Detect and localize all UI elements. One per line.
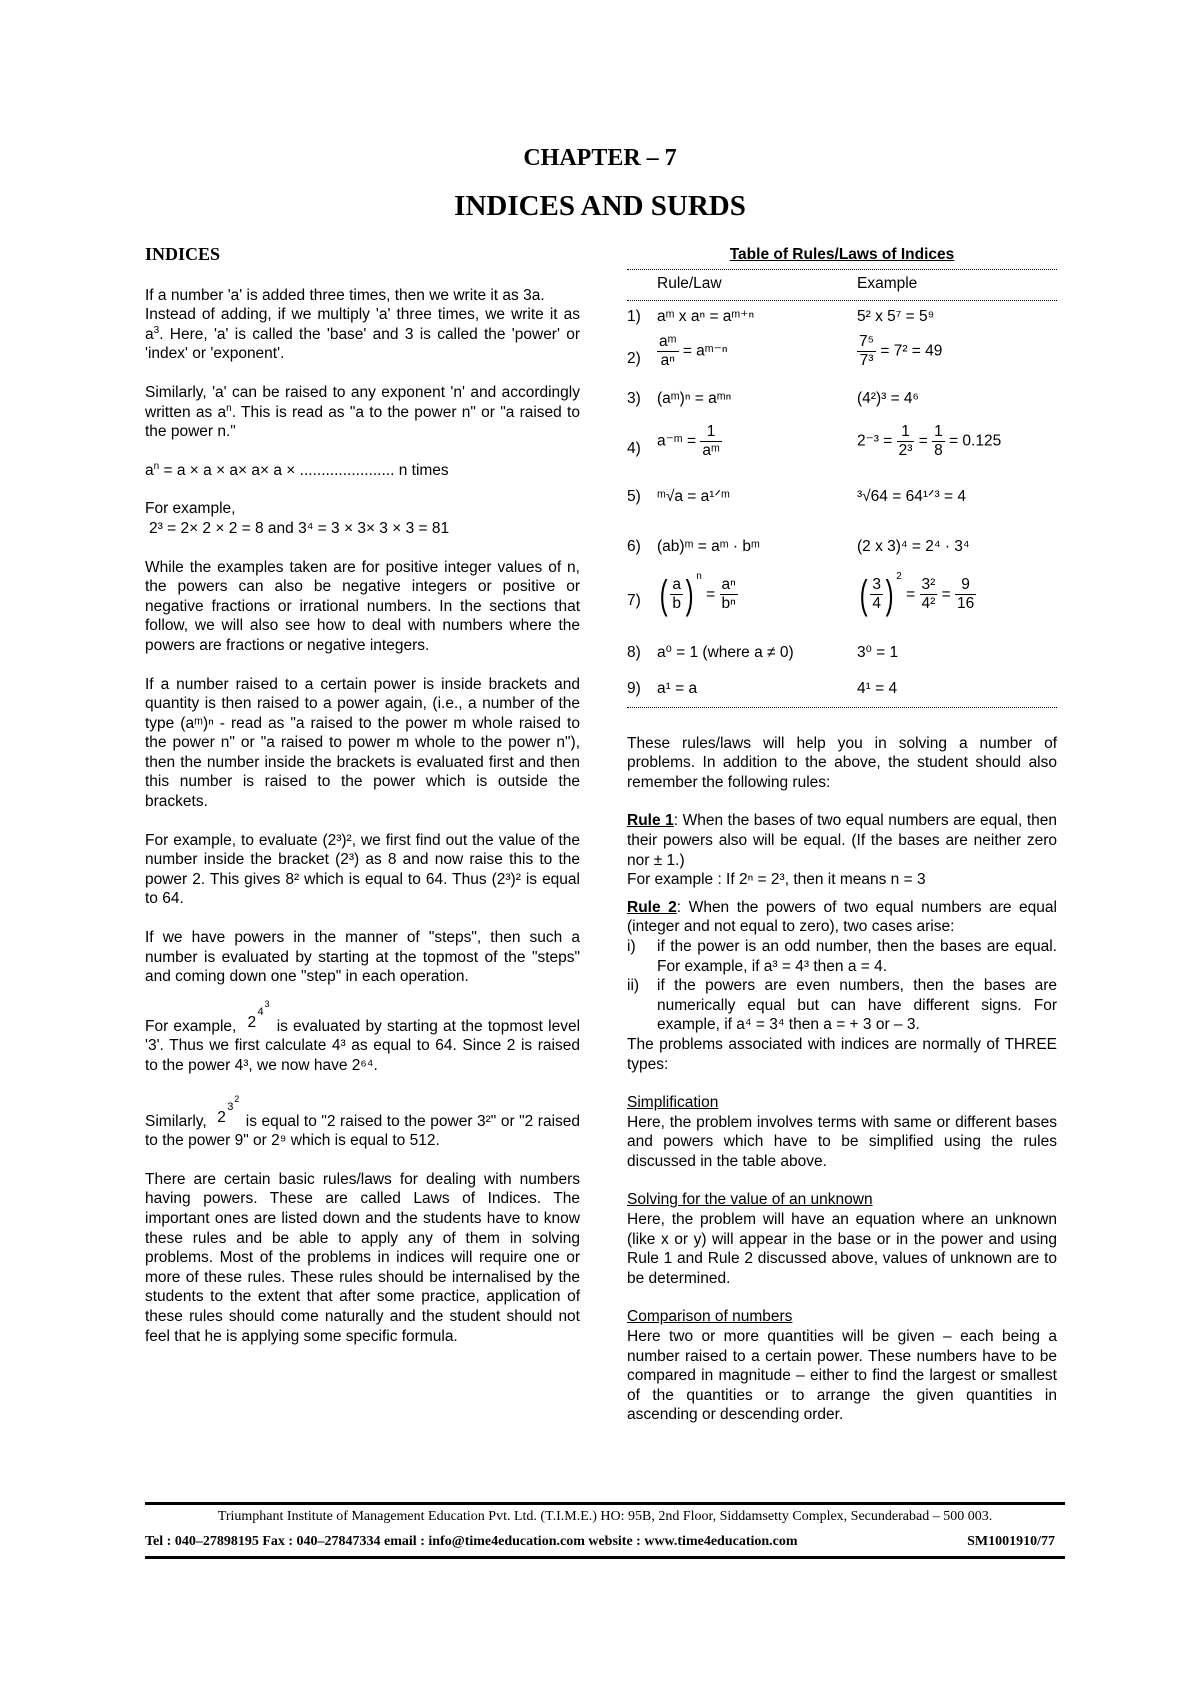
col-rule-header: Rule/Law	[657, 274, 722, 292]
paragraph: There are certain basic rules/laws for dealing with numbers having powers. These are called Laws of Indices. The important ones are listed down and the students have to know these rules and be able to apply any of them in solving problems. Most of the problems in indices will require one or more of these rules. These rules should be internalised by the students to the extent that after some practice, application of these rules should come naturally and the student should not feel that he is applying some specific formula.	[145, 1170, 580, 1345]
rule-2: Rule 2: When the powers of two equal numbers are equal (integer and not equal to zero), two cases arise:	[627, 898, 1057, 936]
paragraph: Here, the problem will have an equation where an unknown (like x or y) will appear in the base or in the power and using Rule 1 and Rule 2 discussed above, values of unknown are to be determined.	[627, 1211, 1057, 1287]
rule-1-example: For example : If 2ⁿ = 2³, then it means n = 3	[627, 871, 926, 889]
paragraph: Here two or more quantities will be given – each being a number raised to a certain power. These numbers have to be compared in magnitude – either to find the largest or smallest of the quantities or to arrange the given quantities in ascending or descending order.	[627, 1328, 1057, 1424]
type-heading: Comparison of numbers	[627, 1308, 793, 1326]
table-row: 7) ( $\frac{a}{b}$ ) $^n$ = $\frac{\text{aⁿ}}{\text{bⁿ}}$ ( $\frac{3}{4}$ ) $^2$ = $\frac{\text{3²}}{\text{4²}}$ = $\frac{9}{16}$	[627, 570, 975, 617]
paragraph: For example, 2 4 3 is evaluated by starting at the topmost level '3'. Thus we first calculate 4³ as equal to 64. Since 2 is raised to the power 4³, we now have 2⁶⁴.	[145, 998, 581, 1074]
footer-address: Triumphant Institute of Management Education Pvt. Ltd. (T.I.M.E.) HO: 95B, 2nd Floor, Siddamsetty Complex, Secunderabad – 500 003.	[217, 1509, 993, 1524]
table-rule	[627, 269, 1057, 270]
stacked-power: 2 4 3	[247, 998, 270, 1031]
example-label: For example,	[145, 500, 236, 518]
chapter-title: INDICES AND SURDS	[454, 190, 746, 222]
paragraph: The problems associated with indices are normally of THREE types:	[627, 1035, 1057, 1073]
footer-contact: Tel : 040–27898195 Fax : 040–27847334 email : info@time4education.com website : www.time4education.com SM1001910/77	[145, 1534, 1055, 1549]
example-line: 2³ = 2× 2 × 2 = 8 and 3⁴ = 3 × 3× 3 × 3 = 81	[149, 519, 450, 537]
paragraph: Similarly, 2 3 2 is equal to "2 raised to the power 3²" or "2 raised to the power 9" or 2⁹ which is equal to 512.	[145, 1093, 581, 1150]
paragraph: Here, the problem involves terms with same or different bases and powers which have to be simplified using the rules discussed in the table above.	[627, 1113, 1057, 1170]
table-rule	[627, 300, 1057, 301]
table-row: 5) ᵐ√a = a¹ᐟᵐ ³√64 = 64¹ᐟ³ = 4	[627, 487, 966, 505]
rule-1: Rule 1: When the bases of two equal numbers are equal, then their powers also will be equal. (If the bases are neither zero nor ± 1.)	[627, 812, 1057, 869]
table-row: 1) aᵐ x aⁿ = aᵐ⁺ⁿ 5² x 5⁷ = 5⁹	[627, 307, 935, 325]
table-row: 6) (ab)ᵐ = aᵐ · bᵐ (2 x 3)⁴ = 2⁴ · 3⁴	[627, 537, 970, 555]
right-column	[627, 245, 1057, 1425]
paragraph: These rules/laws will help you in solving a number of problems. In addition to the above, the student should also remember the following rules:	[627, 734, 1057, 791]
footer-rule	[145, 1556, 1065, 1559]
table-row: 8) a⁰ = 1 (where a ≠ 0) 3⁰ = 1	[627, 643, 899, 661]
left-column	[145, 245, 580, 1346]
power-formula: $a^n = a \times a \times a\times a\times a$ × ...................... n times	[145, 460, 449, 479]
paragraph: For example, to evaluate (2³)², we first find out the value of the number inside the bracket (2³) as 8 and now raise this to the power 2. This gives 8² which is equal to 64. Thus (2³)² is equal to 64.	[145, 831, 580, 908]
table-header	[627, 274, 1057, 296]
page-code: SM1001910/77	[967, 1534, 1055, 1549]
table-rule	[627, 707, 1057, 708]
table-row: 4) a⁻ᵐ = $\frac{1}{\text{aᵐ}}$ 2⁻³ = $\frac{1}{\text{2³}}$ = $\frac{1}{8}$ = 0.125	[627, 422, 1002, 459]
chapter-number: CHAPTER – 7	[523, 145, 677, 171]
paragraph: If a number 'a' is added three times, then we write it as 3a. Instead of adding, if we multiply 'a' three times, we write it as $a^3$. Here, 'a' is called the 'base' and 3 is called the 'power' or 'index' or 'exponent'.	[145, 286, 580, 363]
col-example-header: Example	[857, 274, 918, 292]
paragraph: Similarly, 'a' can be raised to any exponent 'n' and accordingly written as $a^n$. This is read as "a to the power n" or "a raised to the power n."	[145, 383, 580, 441]
table-row: 9) a¹ = a 4¹ = 4	[627, 679, 898, 697]
list-item: i) if the power is an odd number, then the bases are equal. For example, if a³ = 4³ then a = 4.	[627, 937, 1057, 975]
stacked-power: 2 3 2	[217, 1093, 240, 1126]
paragraph: If a number raised to a certain power is inside brackets and quantity is then raised to a power again, (i.e., a number of the type (aᵐ)ⁿ - read as "a raised to the power m whole raised to the power n" or "a raised to power m whole to the power n"), then the number inside the brackets is evaluated first and then this number is raised to the power which is outside the brackets.	[145, 675, 580, 811]
table-title: Table of Rules/Laws of Indices	[729, 246, 955, 263]
section-heading-indices: INDICES	[145, 244, 221, 264]
paragraph: While the examples taken are for positive integer values of n, the powers can also be negative integers or positive or negative fractions or irrational numbers. In the sections that follow, we will also see how to deal with numbers where the powers are fractions or negative integers.	[145, 558, 580, 654]
footer-rule	[145, 1502, 1065, 1505]
type-heading: Simplification	[627, 1094, 719, 1112]
type-heading: Solving for the value of an unknown	[627, 1191, 873, 1209]
table-row: 3) (aᵐ)ⁿ = aᵐⁿ (4²)³ = 4⁶	[627, 389, 919, 407]
table-row: 2) $\frac{\text{aᵐ}}{\text{aⁿ}}$ = aᵐ⁻ⁿ $\frac{\text{7⁵}}{\text{7³}}$ = 7² = 49	[627, 332, 943, 369]
paragraph: If we have powers in the manner of "steps", then such a number is evaluated by starting at the topmost of the "steps" and coming down one "step" in each operation.	[145, 929, 580, 986]
list-item: ii) if the powers are even numbers, then the bases are numerically equal but can have different signs. For example, if a⁴ = 3⁴ then a = + 3 or – 3.	[627, 977, 1057, 1034]
